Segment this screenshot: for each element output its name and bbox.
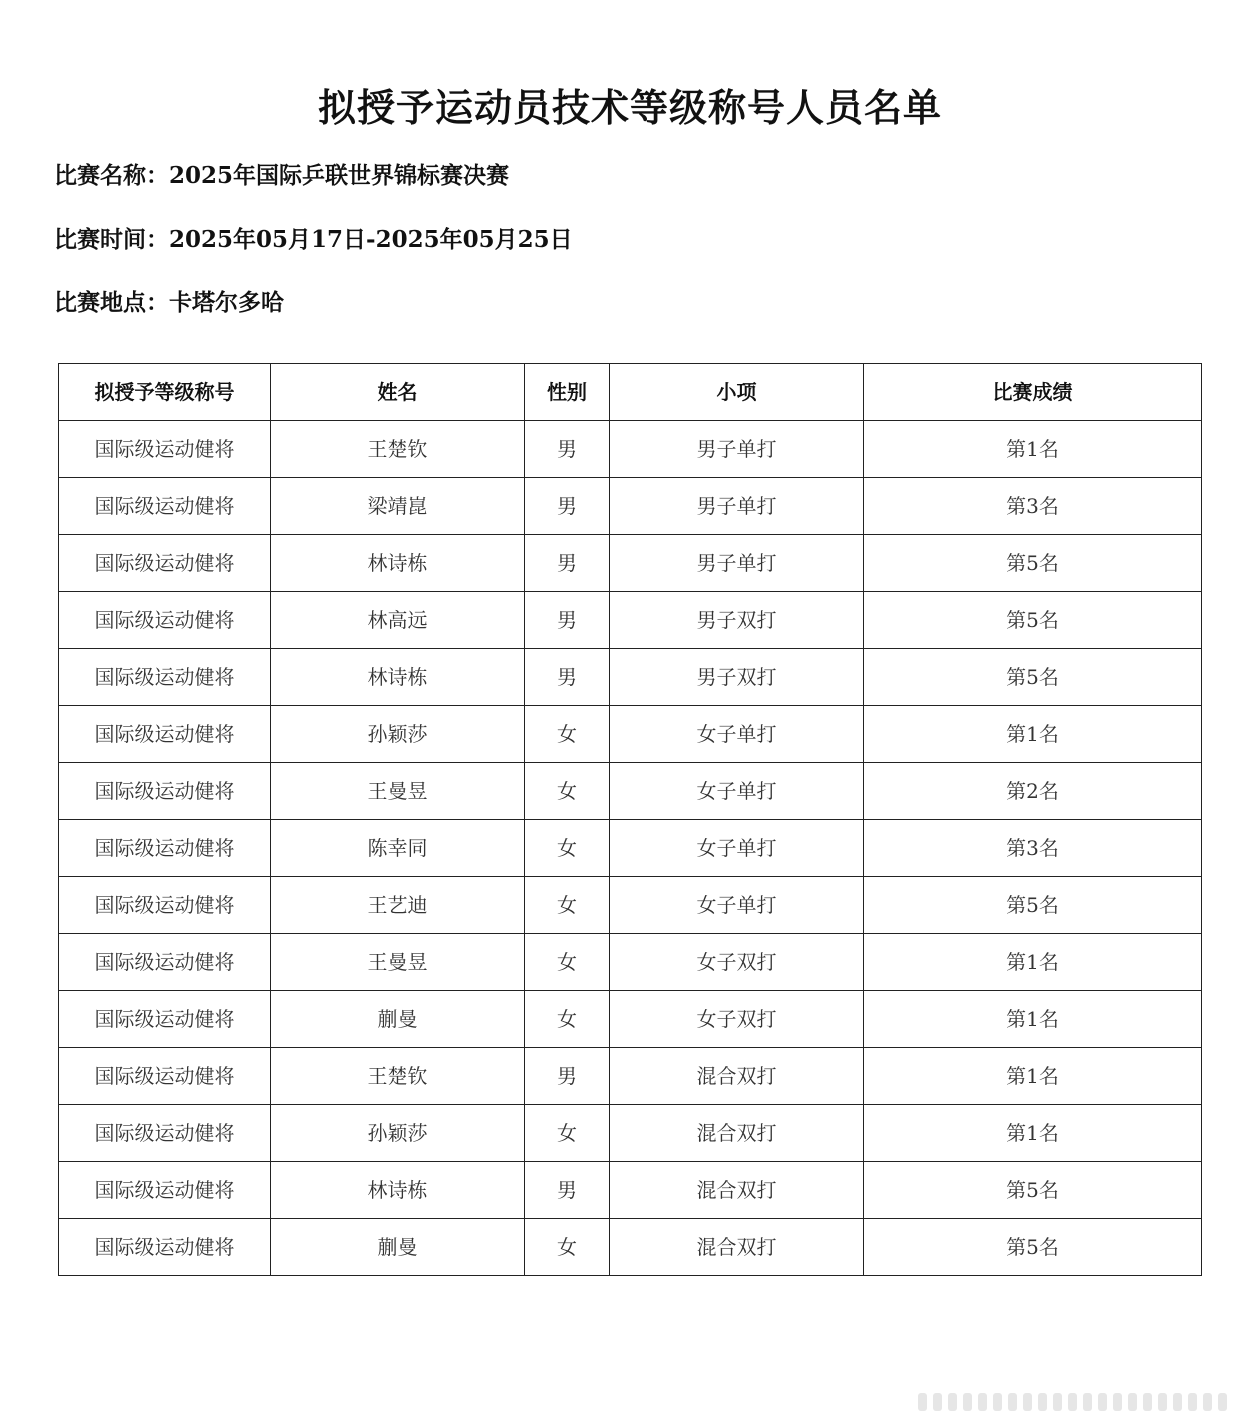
cell-event: 女子单打: [610, 877, 864, 934]
cell-grade-title: 国际级运动健将: [59, 1048, 271, 1105]
cell-name: 林诗栋: [271, 649, 525, 706]
cell-gender: 男: [525, 1048, 610, 1105]
cell-name: 林诗栋: [271, 1162, 525, 1219]
table-row: [59, 421, 1202, 478]
competition-name-value: 2025年国际乒联世界锦标赛决赛: [169, 162, 510, 189]
cell-gender: 女: [525, 877, 610, 934]
header-gender: 性别: [525, 364, 610, 421]
header-result: 比赛成绩: [864, 364, 1202, 421]
cell-gender: 女: [525, 934, 610, 991]
cell-result: 第1名: [864, 706, 1202, 763]
cell-gender: 女: [525, 706, 610, 763]
cell-grade-title: 国际级运动健将: [59, 592, 271, 649]
table-row: [59, 478, 1202, 535]
table-row: [59, 991, 1202, 1048]
cell-gender: 男: [525, 478, 610, 535]
cell-event: 男子双打: [610, 649, 864, 706]
cell-event: 女子单打: [610, 706, 864, 763]
cell-event: 女子单打: [610, 820, 864, 877]
cell-grade-title: 国际级运动健将: [59, 877, 271, 934]
cell-name: 林诗栋: [271, 535, 525, 592]
cell-result: 第2名: [864, 763, 1202, 820]
cell-name: 梁靖崑: [271, 478, 525, 535]
watermark-bars: [918, 1392, 1248, 1412]
cell-gender: 男: [525, 1162, 610, 1219]
table-row: [59, 535, 1202, 592]
cell-event: 男子单打: [610, 421, 864, 478]
cell-result: 第5名: [864, 535, 1202, 592]
cell-event: 混合双打: [610, 1048, 864, 1105]
cell-gender: 男: [525, 535, 610, 592]
cell-gender: 女: [525, 1105, 610, 1162]
cell-result: 第3名: [864, 820, 1202, 877]
competition-name-label: 比赛名称：: [54, 162, 169, 189]
cell-gender: 女: [525, 763, 610, 820]
cell-result: 第1名: [864, 1048, 1202, 1105]
cell-name: 蒯曼: [271, 1219, 525, 1276]
cell-grade-title: 国际级运动健将: [59, 1219, 271, 1276]
table-row: [59, 877, 1202, 934]
cell-event: 混合双打: [610, 1219, 864, 1276]
competition-place-value: 卡塔尔多哈: [169, 289, 284, 316]
cell-grade-title: 国际级运动健将: [59, 535, 271, 592]
cell-result: 第1名: [864, 421, 1202, 478]
cell-event: 男子单打: [610, 478, 864, 535]
competition-name-line: [54, 160, 509, 192]
document-title: 拟授予运动员技术等级称号人员名单: [317, 85, 942, 130]
cell-event: 女子双打: [610, 934, 864, 991]
cell-event: 混合双打: [610, 1105, 864, 1162]
cell-grade-title: 国际级运动健将: [59, 1162, 271, 1219]
cell-gender: 女: [525, 820, 610, 877]
table-row: [59, 820, 1202, 877]
cell-grade-title: 国际级运动健将: [59, 478, 271, 535]
cell-result: 第3名: [864, 478, 1202, 535]
cell-event: 混合双打: [610, 1162, 864, 1219]
cell-result: 第5名: [864, 877, 1202, 934]
cell-name: 王曼昱: [271, 763, 525, 820]
table-row: [59, 763, 1202, 820]
cell-grade-title: 国际级运动健将: [59, 421, 271, 478]
header-event: 小项: [610, 364, 864, 421]
table-row: [59, 1105, 1202, 1162]
competition-time-line: [54, 224, 573, 256]
cell-name: 王曼昱: [271, 934, 525, 991]
cell-name: 孙颖莎: [271, 706, 525, 763]
table-row: [59, 649, 1202, 706]
cell-name: 陈幸同: [271, 820, 525, 877]
table-row: [59, 592, 1202, 649]
header-grade-title: 拟授予等级称号: [59, 364, 271, 421]
table-row: [59, 706, 1202, 763]
cell-event: 女子单打: [610, 763, 864, 820]
cell-event: 男子双打: [610, 592, 864, 649]
cell-grade-title: 国际级运动健将: [59, 706, 271, 763]
cell-name: 林高远: [271, 592, 525, 649]
cell-grade-title: 国际级运动健将: [59, 820, 271, 877]
table-row: [59, 1048, 1202, 1105]
athlete-roster-table: [58, 363, 1202, 1276]
cell-result: 第5名: [864, 649, 1202, 706]
table-body: [59, 421, 1202, 1276]
competition-time-label: 比赛时间：: [54, 226, 169, 253]
cell-gender: 女: [525, 991, 610, 1048]
cell-result: 第5名: [864, 592, 1202, 649]
cell-result: 第5名: [864, 1162, 1202, 1219]
cell-result: 第5名: [864, 1219, 1202, 1276]
competition-time-value: 2025年05月17日-2025年05月25日: [169, 226, 573, 253]
cell-grade-title: 国际级运动健将: [59, 1105, 271, 1162]
cell-event: 女子双打: [610, 991, 864, 1048]
cell-result: 第1名: [864, 1105, 1202, 1162]
cell-gender: 男: [525, 421, 610, 478]
cell-result: 第1名: [864, 934, 1202, 991]
cell-gender: 男: [525, 592, 610, 649]
table-header-row: [59, 364, 1202, 421]
cell-result: 第1名: [864, 991, 1202, 1048]
cell-gender: 女: [525, 1219, 610, 1276]
cell-grade-title: 国际级运动健将: [59, 934, 271, 991]
table-row: [59, 1162, 1202, 1219]
cell-event: 男子单打: [610, 535, 864, 592]
header-name: 姓名: [271, 364, 525, 421]
cell-grade-title: 国际级运动健将: [59, 763, 271, 820]
cell-grade-title: 国际级运动健将: [59, 991, 271, 1048]
cell-grade-title: 国际级运动健将: [59, 649, 271, 706]
cell-gender: 男: [525, 649, 610, 706]
cell-name: 孙颖莎: [271, 1105, 525, 1162]
competition-place-line: [54, 287, 284, 319]
cell-name: 王楚钦: [271, 421, 525, 478]
competition-place-label: 比赛地点：: [54, 289, 169, 316]
cell-name: 蒯曼: [271, 991, 525, 1048]
cell-name: 王楚钦: [271, 1048, 525, 1105]
table-row: [59, 934, 1202, 991]
cell-name: 王艺迪: [271, 877, 525, 934]
table-row: [59, 1219, 1202, 1276]
